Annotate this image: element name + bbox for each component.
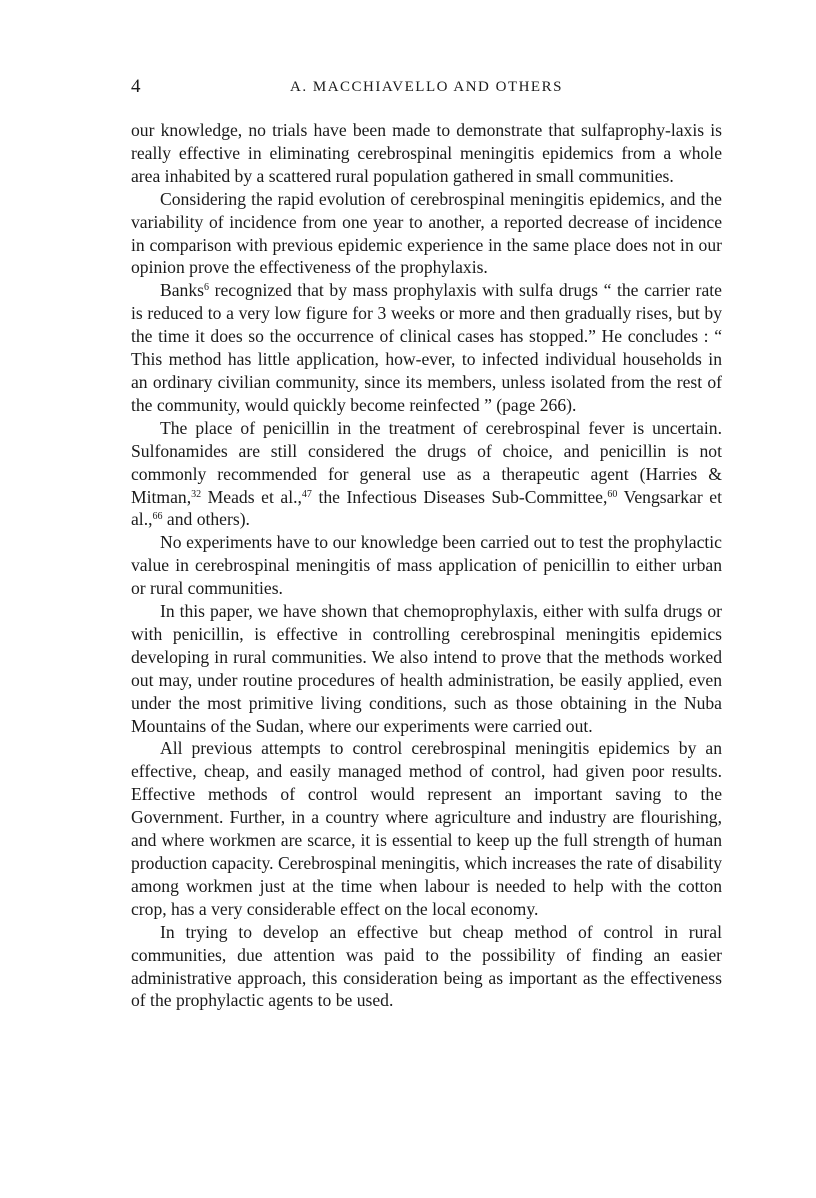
paragraph-7: All previous attempts to control cerebrospinal meningitis epidemics by an effective, cheap, and easily managed method of control, had given poor results. Effective methods of control would represent an important saving to the Government. Further, in a country where agriculture and industry are flourishing, and where workmen are scarce, it is essential to keep up the full strength of human production capacity. Cerebrospinal meningitis, which increases the rate of disability among workmen just at the time when labour is needed to help with the cotton crop, has a very considerable effect on the local economy. <box>131 738 722 919</box>
paragraph-5: No experiments have to our knowledge been carried out to test the prophylactic value in cerebrospinal meningitis of mass application of penicillin to either urban or rural communities. <box>131 532 722 599</box>
page-header <box>131 74 722 100</box>
reference-66: 66 <box>152 511 163 523</box>
paragraph-2: Considering the rapid evolution of cerebrospinal meningitis epidemics, and the variability of incidence from one year to another, a reported decrease of incidence in comparison with previous epidemic experience in the same place does not in our opinion prove the effectiveness of the prophylaxis. <box>131 188 722 278</box>
paragraph-4-text-d: Vengsarkar et al., <box>131 486 722 530</box>
reference-60: 60 <box>607 488 618 500</box>
paragraph-3 <box>131 279 722 416</box>
paragraph-4-text-c: the Infectious Diseases Sub-Committee, <box>311 486 608 507</box>
paragraph-4 <box>131 417 722 532</box>
reference-47: 47 <box>301 488 312 500</box>
page-number: 4 <box>131 76 141 97</box>
paragraph-4-text-b: Meads et al., <box>201 486 302 507</box>
paragraph-1: our knowledge, no trials have been made to demonstrate that sulfaprophy-laxis is really effective in eliminating cerebrospinal meningitis epidemics from a whole area inhabited by a scattered rural population gathered in small communities. <box>131 120 722 186</box>
paragraph-6: In this paper, we have shown that chemoprophylaxis, either with sulfa drugs or with penicillin, is effective in controlling cerebrospinal meningitis epidemics developing in rural communities. We also intend to prove that the methods worked out may, under routine procedures of health administration, be easily applied, even under the most primitive living conditions, such as those obtaining in the Nuba Mountains of the Sudan, where our experiments were carried out. <box>131 601 722 736</box>
reference-32: 32 <box>191 488 202 500</box>
paragraph-3-text-a: Banks <box>160 280 204 301</box>
page <box>131 74 722 1012</box>
reference-6: 6 <box>203 282 209 294</box>
paragraph-8: In trying to develop an effective but cheap method of control in rural communities, due attention was paid to the possibility of finding an easier administrative approach, this consideration being as important as the effectiveness of the prophylactic agents to be used. <box>131 921 722 1011</box>
body-text <box>131 119 722 1012</box>
paragraph-3-text-b: recognized that by mass prophylaxis with sulfa drugs “ the carrier rate is reduced to a very low figure for 3 weeks or more and then gradually rises, but by the time it does so the occurrence of clinical cases has stopped.” He concludes : “ This method has little application, how-ever, to infected individual households in an ordinary civilian community, since its members, unless isolated from the rest of the community, would quickly become reinfected ” (page 266). <box>131 280 722 415</box>
paragraph-4-text-a: The place of penicillin in the treatment of cerebrospinal fever is uncertain. Sulfonamides are still considered the drugs of choice, and penicillin is not commonly recommended for general use as a therapeutic agent (Harries & Mitman, <box>131 417 722 507</box>
paragraph-4-text-e: and others). <box>162 509 250 530</box>
running-head: A. MACCHIAVELLO AND OTHERS <box>290 79 563 95</box>
